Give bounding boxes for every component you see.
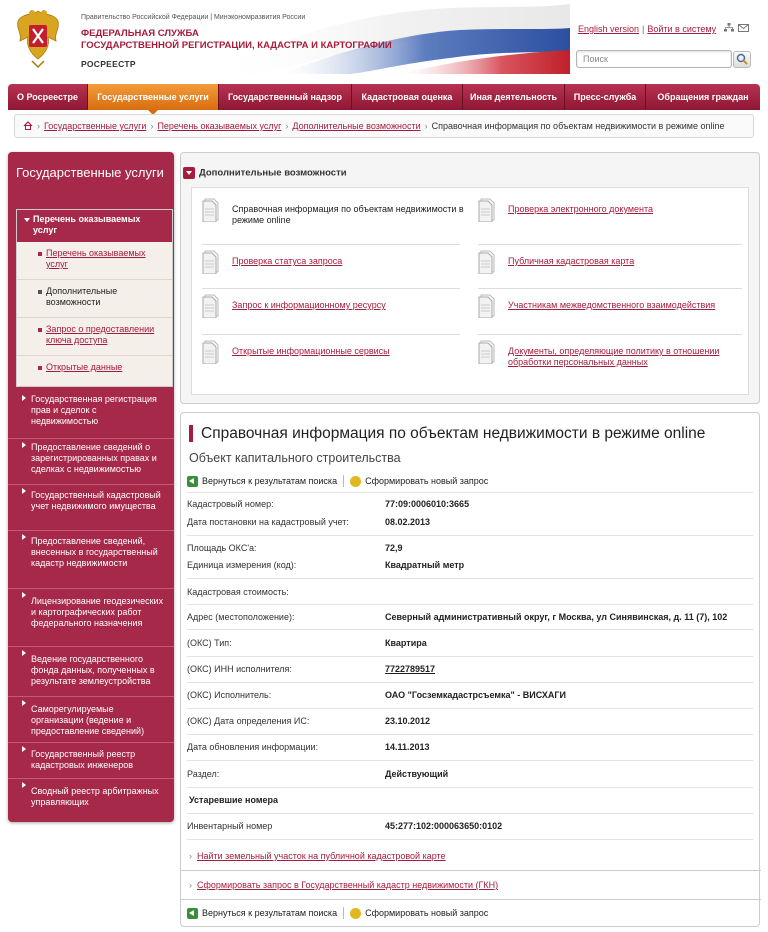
login-link[interactable]: Войти в систему — [647, 24, 717, 34]
main-navigation — [8, 84, 760, 110]
link-gkn-request: › Сформировать запрос в Государственный кадастр недвижимости (ГКН) — [189, 880, 499, 890]
sidebar-item-cadastral-registration[interactable]: Государственный кадастровый учет недвижимого имущества — [8, 484, 174, 530]
nav-gov-services[interactable]: Государственные услуги — [88, 84, 219, 110]
chevron-right-icon: › — [189, 880, 192, 890]
additional-options-header[interactable]: Дополнительные возможности — [183, 167, 347, 179]
chevron-right-icon: › — [150, 121, 154, 131]
search-button[interactable] — [733, 51, 751, 68]
document-icon — [478, 250, 496, 274]
chevron-right-icon: › — [424, 121, 428, 131]
sidebar-item-registration[interactable]: Государственная регистрация прав и сделок с недвижимостью — [8, 392, 174, 438]
home-icon[interactable] — [23, 121, 33, 132]
search-icon — [734, 52, 750, 67]
nav-gov-supervision[interactable]: Государственный надзор — [219, 84, 352, 110]
breadcrumb-additional[interactable]: Дополнительные возможности — [292, 121, 421, 131]
nav-about[interactable]: О Росреестре — [8, 84, 88, 110]
sidebar-item-engineers-registry[interactable]: Государственный реестр кадастровых инженеров — [8, 742, 174, 778]
action-bar-bottom — [187, 903, 753, 923]
document-icon — [478, 198, 496, 222]
page-title: Справочная информация по объектам недвижимости в режиме online — [189, 425, 705, 442]
new-request-button[interactable]: Сформировать новый запрос — [365, 476, 489, 486]
chevron-right-icon: › — [189, 851, 192, 861]
sidebar-subitem-open-data[interactable]: Открытые данные — [17, 356, 172, 380]
government-line: Правительство Российской Федерации | Минэкономразвития России — [81, 14, 306, 21]
sidebar-subitem-key-request[interactable]: Запрос о предоставлении ключа доступа — [17, 318, 172, 356]
options-grid: Справочная информация по объектам недвижимости в режиме online Проверка электронного документа Проверка статуса запроса Публичная кадастровая карта Запрос к информационному ресурсу Участникам межведомственного взаимодействия Открытые информационные сервисы Документы, определяющие политику в отношении обработки персональных данных — [191, 187, 749, 395]
sidebar-item-land-fund[interactable]: Ведение государственного фонда данных, полученных в результате землеустройства — [8, 646, 174, 696]
sidebar-item-sro[interactable]: Саморегулируемые организации (ведение и предоставление сведений) — [8, 696, 174, 742]
sidebar-subitem-services-list[interactable]: Перечень оказываемых услуг — [17, 242, 172, 280]
sidebar-submenu-header[interactable]: Перечень оказываемых услуг — [17, 210, 172, 242]
search-input[interactable]: Поиск — [576, 50, 732, 68]
link-public-map: › Найти земельный участок на публичной кадастровой карте — [189, 851, 446, 861]
document-icon — [478, 340, 496, 364]
site-header — [0, 0, 768, 82]
breadcrumb — [14, 114, 754, 138]
back-arrow-icon — [187, 476, 198, 487]
sidebar-item-arbitration-registry[interactable]: Сводный реестр арбитражных управляющих — [8, 778, 174, 818]
new-request-icon — [350, 476, 361, 487]
inn-link[interactable]: 7722789517 — [385, 664, 436, 674]
chevron-right-icon: › — [285, 121, 289, 131]
sidebar-item-cadastre-info[interactable]: Предоставление сведений, внесенных в государственный кадастр недвижимости — [8, 530, 174, 588]
document-icon — [202, 340, 220, 364]
nav-citizen-appeals[interactable]: Обращения граждан — [657, 92, 749, 102]
object-details-panel: Справочная информация по объектам недвижимости в режиме online Объект капитального строительства Вернуться к результатам поиска Сформировать новый запрос Кадастровый номер: 77:09:0006010:3665 Дата постановки на кадастровый учет: 08.02.2013 Площадь ОКС'а: 72,9 Единица измерения (код): Квадратный метр Кадастровая стоимость: Адрес (местоположение): Северный административный округ, г Москва, ул Синявинская, д. 11 (7), 102 (ОКС) Тип: Квартира (ОКС) ИНН исполнителя: 7722789517 (ОКС) Исполнитель: ОАО "Госземкадастрсъемка" - ВИСХАГИ (ОКС) Дата определения ИС: 23.10.2012 Дата обновления информации: 14.11.2013 Раздел: Действующий Устаревшие номера Инвентарный номер 45:277:102:000063650:0102 › Найти земельный участок на публичной кадастровой карте › Сформировать запрос в Государственный кадастр недвижимости (ГКН) Вернуться к результатам поиска Сформировать новый запрос — [180, 412, 760, 927]
sidebar-submenu — [16, 209, 173, 387]
sitemap-icon[interactable] — [724, 24, 734, 34]
collapse-toggle-icon[interactable] — [183, 167, 195, 179]
document-icon — [202, 198, 220, 222]
organization-short-name: РОСРЕЕСТР — [81, 59, 136, 69]
document-icon — [202, 294, 220, 318]
back-arrow-icon — [187, 908, 198, 919]
nav-other-activity[interactable]: Иная деятельность — [463, 84, 565, 110]
additional-options-panel — [180, 152, 760, 404]
organization-name[interactable] — [81, 28, 401, 52]
document-icon — [202, 250, 220, 274]
org-name-line1: ФЕДЕРАЛЬНАЯ СЛУЖБА — [81, 28, 199, 39]
breadcrumb-services-list[interactable]: Перечень оказываемых услуг — [157, 121, 282, 131]
breadcrumb-current: Справочная информация по объектам недвижимости в режиме online — [431, 121, 725, 131]
document-icon — [478, 294, 496, 318]
sidebar — [8, 152, 174, 822]
back-to-results-button[interactable]: Вернуться к результатам поиска — [202, 476, 338, 486]
object-type-subtitle: Объект капитального строительства — [189, 451, 401, 465]
nav-cadastral-valuation[interactable]: Кадастровая оценка — [352, 84, 463, 110]
sidebar-title: Государственные услуги — [16, 165, 164, 180]
org-name-line2: ГОСУДАРСТВЕННОЙ РЕГИСТРАЦИИ, КАДАСТРА И КАРТОГРАФИИ — [81, 40, 392, 51]
breadcrumb-gov-services[interactable]: Государственные услуги — [44, 121, 147, 131]
chevron-right-icon: › — [37, 121, 40, 131]
back-to-results-button-bottom[interactable]: Вернуться к результатам поиска — [202, 908, 338, 918]
sidebar-item-licensing[interactable]: Лицензирование геодезических и картографических работ федерального назначения — [8, 588, 174, 646]
top-links: English version | Войти в систему — [578, 23, 749, 34]
sidebar-subitem-additional[interactable]: Дополнительные возможности — [17, 280, 172, 318]
sidebar-item-rights-info[interactable]: Предоставление сведений о зарегистрированных правах и сделках с недвижимостью — [8, 438, 174, 484]
mail-icon[interactable] — [738, 24, 749, 34]
action-bar-top — [187, 471, 753, 491]
nav-press-service[interactable]: Пресс-служба — [565, 84, 646, 110]
english-version-link[interactable]: English version — [578, 24, 640, 34]
new-request-button-bottom[interactable]: Сформировать новый запрос — [365, 908, 489, 918]
coat-of-arms-logo[interactable] — [14, 7, 62, 69]
obsolete-numbers-heading: Устаревшие номера — [189, 795, 279, 805]
new-request-icon — [350, 908, 361, 919]
